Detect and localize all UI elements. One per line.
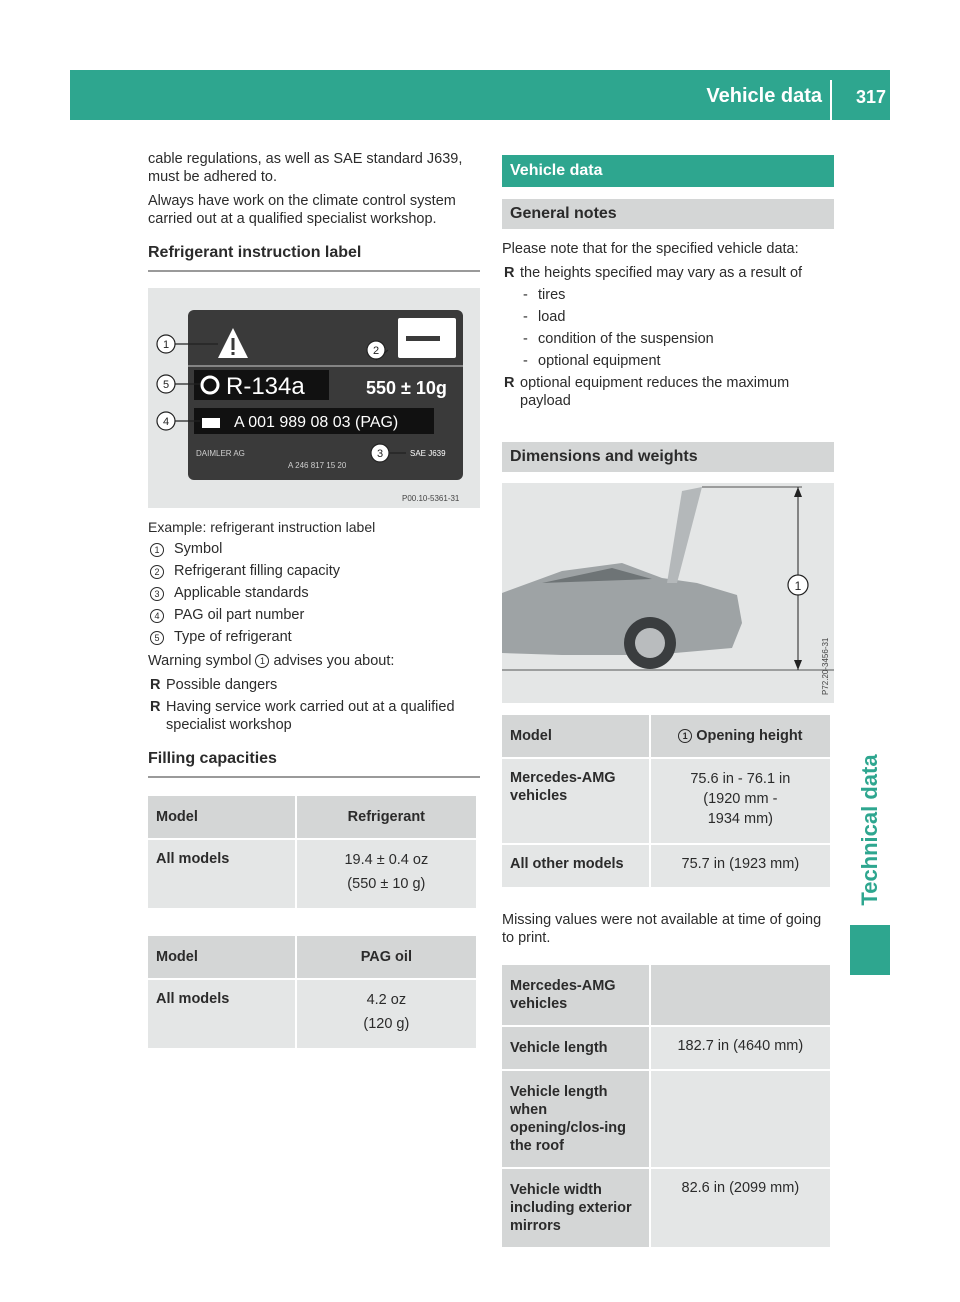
list-item-text: Applicable standards bbox=[174, 585, 309, 601]
bullet-mark: R bbox=[504, 265, 515, 281]
heading-refrigerant-label: Refrigerant instruction label bbox=[148, 244, 480, 272]
list-item bbox=[520, 286, 834, 304]
row-label: Vehicle width including exterior mirrors bbox=[502, 1169, 649, 1247]
list-item bbox=[520, 308, 834, 326]
manual-icon bbox=[398, 318, 456, 358]
left-column bbox=[148, 150, 480, 1050]
table-row bbox=[502, 845, 830, 887]
list-item bbox=[502, 374, 834, 410]
callout-1: 1 bbox=[162, 339, 170, 351]
intro-paragraph-2: Always have work on the climate control system carried out at a qualified specialist workshop. bbox=[148, 193, 456, 227]
figure-caption: Example: refrigerant instruction label bbox=[148, 519, 376, 535]
table-header: Model bbox=[148, 936, 295, 978]
list-item-text: Refrigerant filling capacity bbox=[174, 563, 341, 579]
side-tab-marker bbox=[850, 925, 890, 975]
bullet-mark: R bbox=[150, 699, 161, 715]
callout-2: 2 bbox=[372, 345, 380, 357]
sub-item-text: tires bbox=[538, 287, 566, 303]
oil-can-icon bbox=[202, 418, 220, 428]
table-cell-value bbox=[651, 759, 830, 843]
page-number: 317 bbox=[855, 87, 886, 107]
table-cell-value bbox=[651, 1071, 830, 1167]
table-row bbox=[148, 840, 476, 908]
table-cell-value: 75.7 in (1923 mm) bbox=[651, 845, 830, 887]
right-column bbox=[502, 150, 834, 1249]
list-item-text: PAG oil part number bbox=[174, 607, 305, 623]
dash-mark: - bbox=[523, 309, 528, 325]
number-circle: 1 bbox=[678, 729, 692, 743]
table-cell-model: All other models bbox=[502, 845, 649, 887]
list-item bbox=[148, 676, 480, 694]
list-item bbox=[502, 264, 834, 370]
dimensions-table bbox=[500, 963, 832, 1249]
figure-reference: P72.20-3456-31 bbox=[821, 637, 830, 695]
table-header: Model bbox=[148, 796, 295, 838]
refrigerant-label-figure bbox=[148, 288, 480, 508]
bullet-text: Having service work carried out at a qualified specialist workshop bbox=[166, 699, 455, 733]
value-line: 75.6 in - 76.1 in bbox=[690, 771, 791, 787]
callout-4: 4 bbox=[162, 416, 170, 428]
table-header: Refrigerant bbox=[297, 796, 476, 838]
label-code: A 246 817 15 20 bbox=[288, 461, 347, 470]
list-item-text: Type of refrigerant bbox=[174, 629, 292, 645]
bullet-text: Possible dangers bbox=[166, 677, 278, 693]
list-item-text: Symbol bbox=[174, 541, 223, 557]
sub-item-text: load bbox=[538, 309, 566, 325]
list-item bbox=[148, 562, 480, 580]
list-item bbox=[148, 628, 480, 646]
car-opening-figure bbox=[502, 483, 834, 703]
table-row bbox=[148, 980, 476, 1048]
intro-paragraph-1: cable regulations, as well as SAE standard J639, must be adhered to. bbox=[148, 151, 463, 185]
row-label: Vehicle length bbox=[502, 1027, 649, 1069]
header-divider bbox=[830, 80, 832, 120]
table-cell-value: 182.7 in (4640 mm) bbox=[651, 1027, 830, 1069]
bullet-mark: R bbox=[504, 375, 515, 391]
value-line: 19.4 ± 0.4 oz bbox=[344, 852, 429, 868]
value-line: (550 ± 10 g) bbox=[347, 876, 426, 892]
table-row bbox=[502, 1071, 830, 1167]
table-row bbox=[502, 759, 830, 843]
dash-mark: - bbox=[523, 331, 528, 347]
table-header: Model bbox=[502, 715, 649, 757]
warning-bullets bbox=[148, 676, 480, 734]
figure-reference: P00.10-5361-31 bbox=[402, 494, 460, 503]
callout-5: 5 bbox=[162, 379, 170, 391]
number-circle: 5 bbox=[150, 631, 164, 645]
warning-text-post: advises you about: bbox=[273, 653, 395, 669]
pag-oil-table bbox=[146, 934, 478, 1050]
dash-mark: - bbox=[523, 287, 528, 303]
table-row bbox=[502, 1169, 830, 1247]
general-bullets bbox=[502, 264, 834, 410]
bullet-text: optional equipment reduces the maximum payload bbox=[520, 375, 790, 409]
list-item bbox=[148, 584, 480, 602]
list-item bbox=[148, 540, 480, 558]
callout-3: 3 bbox=[376, 448, 384, 460]
table-cell-value bbox=[297, 840, 476, 908]
number-circle: 1 bbox=[255, 654, 269, 668]
list-item bbox=[148, 698, 480, 734]
side-tab-label: Technical data bbox=[857, 754, 882, 906]
section-vehicle-data: Vehicle data bbox=[502, 155, 834, 187]
callout-list bbox=[148, 540, 480, 646]
table-header bbox=[651, 715, 830, 757]
missing-values-note: Missing values were not available at time of going to print. bbox=[502, 912, 822, 946]
table-header: Mercedes-AMG vehicles bbox=[502, 965, 649, 1025]
header-label: Opening height bbox=[696, 728, 803, 744]
table-header-empty bbox=[651, 965, 830, 1025]
list-item bbox=[520, 330, 834, 348]
car-illustration bbox=[502, 483, 834, 703]
value-line: 1934 mm) bbox=[707, 811, 773, 827]
list-item bbox=[520, 352, 834, 370]
side-tab bbox=[850, 740, 890, 920]
table-cell-value: 82.6 in (2099 mm) bbox=[651, 1169, 830, 1247]
warning-text-pre: Warning symbol bbox=[148, 653, 252, 669]
warning-paragraph bbox=[148, 652, 480, 670]
heading-filling-capacities: Filling capacities bbox=[148, 750, 480, 778]
opening-height-table bbox=[500, 713, 832, 889]
sub-item-text: optional equipment bbox=[538, 353, 661, 369]
dash-mark: - bbox=[523, 353, 528, 369]
label-sae: SAE J639 bbox=[410, 449, 446, 458]
section-general-notes: General notes bbox=[502, 199, 834, 229]
value-line: (1920 mm - bbox=[703, 791, 778, 807]
table-cell-model: Mercedes-AMG vehicles bbox=[502, 759, 649, 843]
page-header bbox=[70, 70, 890, 120]
label-maker: DAIMLER AG bbox=[196, 449, 245, 458]
label-capacity: 550 ± 10g bbox=[366, 378, 447, 398]
value-line: 4.2 oz bbox=[366, 992, 407, 1008]
sub-list bbox=[520, 286, 834, 370]
label-refrigerant-type: R-134a bbox=[226, 373, 305, 400]
table-cell-value bbox=[297, 980, 476, 1048]
general-note: Please note that for the specified vehicle data: bbox=[502, 241, 799, 257]
bullet-mark: R bbox=[150, 677, 161, 693]
value-line: (120 g) bbox=[363, 1016, 410, 1032]
table-row bbox=[502, 1027, 830, 1069]
refrigerant-table bbox=[146, 794, 478, 910]
row-label: Vehicle length when opening/clos-ing the roof bbox=[502, 1071, 649, 1167]
table-cell-model: All models bbox=[148, 840, 295, 908]
number-circle: 2 bbox=[150, 565, 164, 579]
callout-1: 1 bbox=[794, 579, 802, 593]
sub-item-text: condition of the suspension bbox=[538, 331, 714, 347]
number-circle: 1 bbox=[150, 543, 164, 557]
header-title: Vehicle data bbox=[706, 85, 822, 107]
table-header: PAG oil bbox=[297, 936, 476, 978]
refrigerant-label-illustration bbox=[148, 288, 480, 508]
label-part-number: A 001 989 08 03 (PAG) bbox=[234, 414, 399, 431]
section-dimensions: Dimensions and weights bbox=[502, 442, 834, 472]
list-item bbox=[148, 606, 480, 624]
number-circle: 4 bbox=[150, 609, 164, 623]
number-circle: 3 bbox=[150, 587, 164, 601]
bullet-text: the heights specified may vary as a result of bbox=[520, 265, 803, 281]
table-cell-model: All models bbox=[148, 980, 295, 1048]
